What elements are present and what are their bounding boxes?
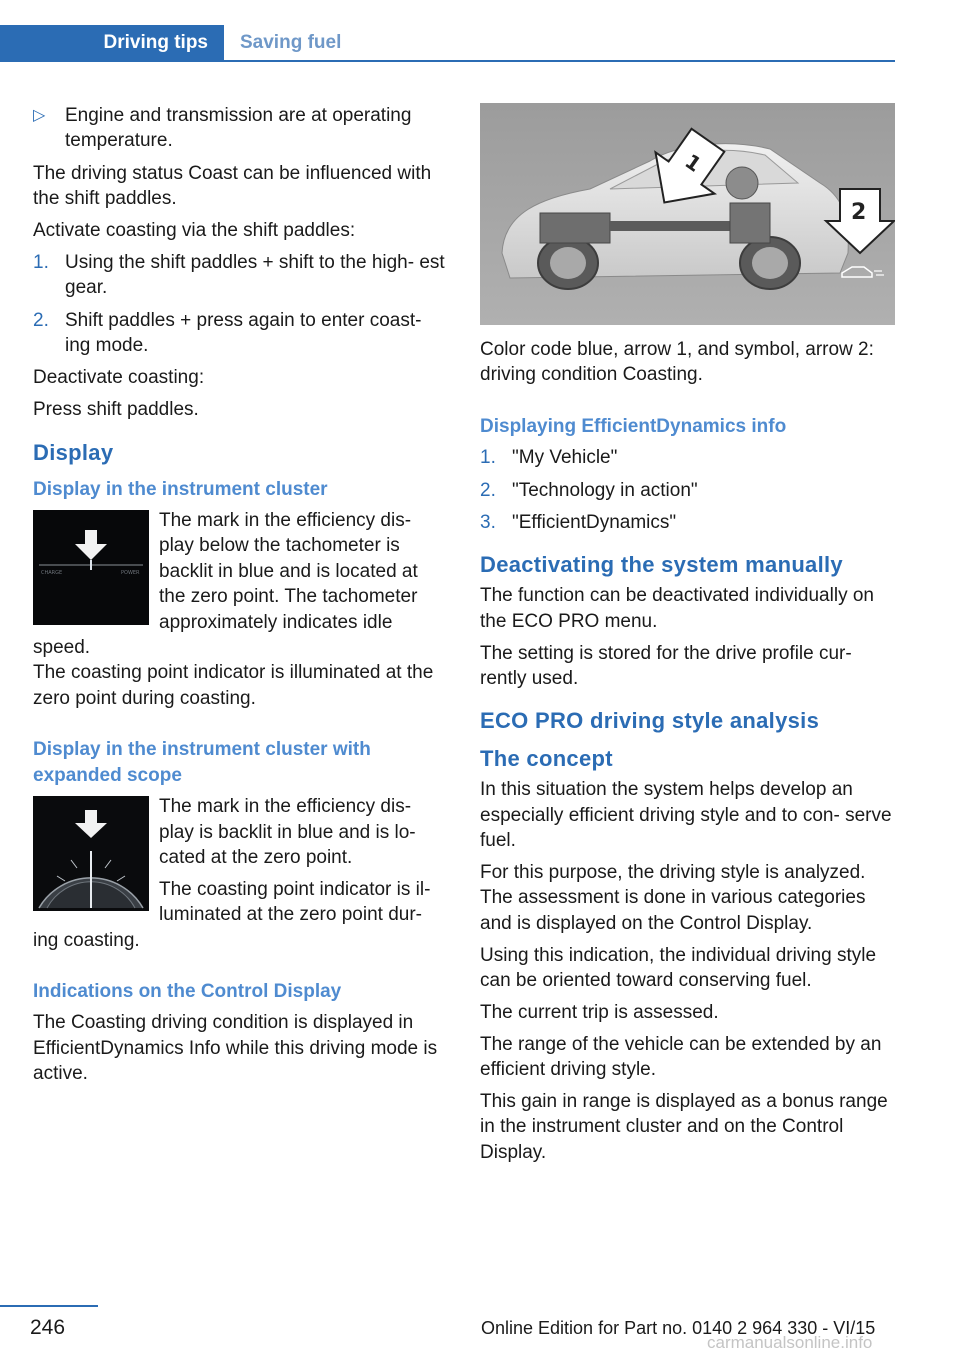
heading-display: Display [33,439,114,465]
arrow-2-label: 2 [851,200,867,225]
gauge-arrow-icon [33,796,149,911]
footer-rule [0,1305,98,1307]
right-column [480,103,896,1171]
power-label: POWER [121,570,140,577]
tab-driving-tips[interactable]: Driving tips [0,25,224,60]
paragraph: In this situation the system helps develop an especially efficient driving style and to con‐ serve fuel. [480,779,892,852]
paragraph: Deactivate coasting: [33,367,205,389]
heading-the-concept: The concept [480,746,613,772]
paragraph: The driving status Coast can be influenced with the shift paddles. [33,162,432,210]
watermark: carmanualsonline.info [707,1333,873,1352]
step-text: Shift paddles + press again to enter coast‐ ing mode. [65,309,422,357]
charge-label: CHARGE [41,570,63,577]
heading-control-display: Indications on the Control Display [33,980,342,1002]
step-text: Using the shift paddles + shift to the high‐ est gear. [65,251,445,299]
paragraph: The function can be deactivated individually on the ECO PRO menu. [480,585,874,632]
cluster-figure-block [33,508,449,660]
paragraph: Activate coasting via the shift paddles: [33,220,356,242]
heading-expanded-scope: Display in the instrument cluster with expanded scope [33,739,371,786]
expanded-figure-block [33,794,449,953]
page-header [0,25,895,62]
item-number: 1. [480,447,496,469]
paragraph: The current trip is assessed. [480,1001,719,1023]
paragraph: Using this indication, the individual driving style can be oriented toward conserving fuel. [480,944,877,992]
arrow-1-label: 1 [680,149,706,177]
heading-deactivating: Deactivating the system manually [480,552,843,578]
heading-efficientdynamics-info: Displaying EfficientDynamics info [480,415,787,437]
item-text: "Technology in action" [512,479,698,501]
list-item [480,510,896,535]
tab-saving-fuel[interactable]: Saving fuel [240,32,342,53]
paragraph: For this purpose, the driving style is analyzed. The assessment is done in various categories and is displayed on the Control Display. [480,862,866,934]
item-number: 3. [480,512,496,534]
item-number: 2. [480,479,496,501]
paragraph: The setting is stored for the drive profile cur‐ rently used. [480,642,852,690]
paragraph: The range of the vehicle can be extended by an efficient driving style. [480,1033,882,1081]
step-number: 2. [33,309,49,331]
expanded-text-2: The coasting point indicator is il‐ luminated at the zero point dur‐ ing coasting. [33,878,431,951]
item-text: "My Vehicle" [512,447,618,469]
car-coasting-figure [480,103,895,325]
expanded-text: The mark in the efficiency dis‐ play is backlit in blue and is lo‐ cated at the zero point. [159,796,416,868]
paragraph: Press shift paddles. [33,399,199,421]
triangle-bullet-icon: ▷ [33,107,46,124]
edition-info: Online Edition for Part no. 0140 2 964 330 - VI/15 [481,1318,876,1338]
expanded-cluster-image [33,796,149,911]
item-text: "EfficientDynamics" [512,512,677,534]
list-item [33,250,449,301]
bullet-text: Engine and transmission are at operating temperature. [65,105,412,152]
cluster-display-image [33,510,149,625]
step-number: 1. [33,251,49,273]
paragraph: The coasting point indicator is illuminated at the zero point during coasting. [33,662,434,709]
heading-eco-pro-analysis: ECO PRO driving style analysis [480,708,820,734]
paragraph: The Coasting driving condition is displayed in EfficientDynamics Info while this driving mode is active. [33,1012,438,1085]
list-item [480,478,896,503]
page-number: 246 [30,1316,66,1339]
figure-caption: Color code blue, arrow 1, and symbol, arrow 2: driving condition Coasting. [480,339,874,386]
heading-cluster: Display in the instrument cluster [33,478,328,500]
left-column [33,103,449,1093]
list-item [33,308,449,359]
paragraph: This gain in range is displayed as a bonus range in the instrument cluster and on the Control Display. [480,1090,888,1163]
car-illustration [480,103,895,325]
cluster-down-arrow-icon [33,510,149,625]
list-item [33,103,449,154]
cluster-text: The mark in the efficiency dis‐ play below the tachometer is backlit in blue and is located at the zero point. The tachometer approximately indicates idle speed. [33,510,418,659]
list-item [480,445,896,470]
